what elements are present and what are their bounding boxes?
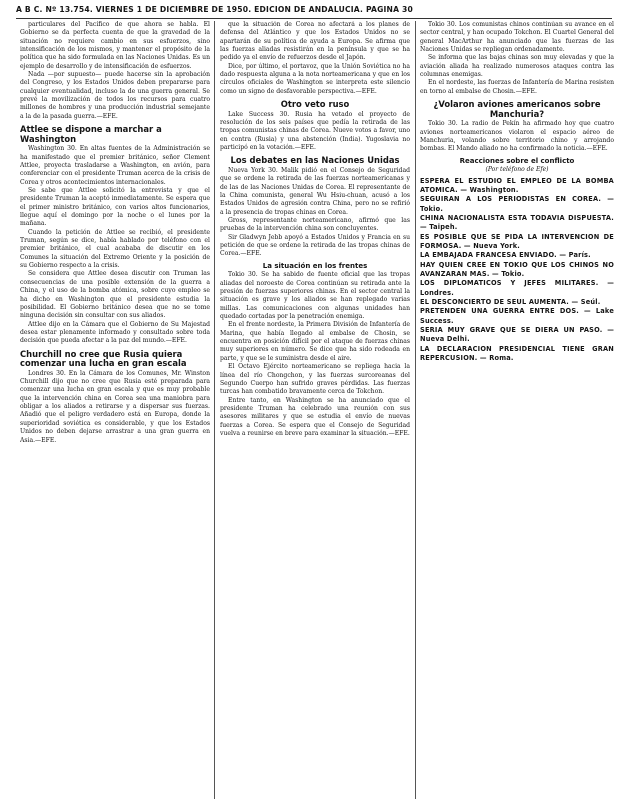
brief-item: LA EMBAJADA FRANCESA ENVIADO. — París. [420,251,591,260]
brief-item: PRETENDEN UNA GUERRA ENTRE DOS. — Lake Success. [420,307,614,325]
brief-item: LA DECLARACION PRESIDENCIAL TIENE GRAN REPERCUSION. — Roma. [420,344,614,363]
paragraph: Attlee dijo en la Cámara que el Gobierno de Su Majestad desea estar plenamente informado y consultado sobre toda decisión que pueda afectar a la paz del mundo.—EFE. [20,320,210,345]
paragraph: Tokio 30. La radio de Pekín ha afirmado hoy que cuatro aviones norteamericanos violaron el espacio aéreo de Manchuria, volando sobre territorio chino y arrojando bombas. El Mando aliado no ha confirmado la noticia.—EFE. [420,120,614,153]
brief-item: SERIA MUY GRAVE QUE SE DIERA UN PASO. — Nueva Delhi. [420,326,614,344]
brief-item: EL DESCONCIERTO DE SEUL AUMENTA. — Seúl. [420,298,601,307]
brief-item: SEGUIRAN A LOS PERIODISTAS EN COREA. — Tokio. [420,195,614,213]
paragraph: El Octavo Ejército norteamericano se repliega hacia la línea del río Chongchon, y las fuerzas surcoreanas del Segundo Cuerpo han sufrido graves pérdidas. Las fuerzas turcas han combatido bravamente cerca de Tokchon. [220,363,410,396]
paragraph: Se sabe que Attlee solicitó la entrevista y que el presidente Truman la aceptó inmediatamente. Se espera que el primer ministro británico, con varios altos funcionarios, llegue aquí el domingo por la noche o el lunes por la mañana. [20,187,210,228]
headline-otro-veto: Otro veto ruso [280,99,350,110]
paragraph: Dice, por último, el portavoz, que la Unión Soviética no ha dado respuesta alguna a la nota norteamericana y que en los círculos oficiales de Washington se interpreta este silencio como un signo de desfavorable perspectiva.—EFE. [220,62,410,95]
paragraph: Londres 30. En la Cámara de los Comunes, Mr. Winston Churchill dijo que no cree que Rusia esté preparada para comenzar una lucha en gran escala y que es muy probable que la intervención china en Corea sea una maniobra para obligar a los aliados a retirarse y a dispersar sus fuerzas. Añadió que el peligro verdadero está en Europa, donde la superioridad soviética es considerable, y que los Estados Unidos no deben dejarse arrastrar a una gran guerra en Asia.—EFE. [20,369,210,444]
paragraph: Entre tanto, en Washington se ha anunciado que el presidente Truman ha celebrado una reunión con sus asesores militares y que se estudia el envío de nuevas fuerzas a Corea. Se espera que el Consejo de Seguridad vuelva a reunirse en breve para examinar la situación.—EFE. [220,396,410,437]
paragraph: que la situación de Corea no afectará a los planes de defensa del Atlántico y que los Estados Unidos no se apartarán de su política de ayuda a Europa. Se afirma que las fuerzas aliadas resistirán en la península y que se ha pedido ya el envío de refuerzos desde el Japón. [220,21,410,62]
paragraph: Tokio 30. Se ha sabido de fuente oficial que las tropas aliadas del noroeste de Corea continúan su retirada ante la presión de fuerzas superiores chinas. En el sector central la situación es grave y los aliados se han replegado varias millas. Las comunicaciones con algunas unidades han quedado cortadas por la penetración enemiga. [220,271,410,321]
brief-item: CHINA NACIONALISTA ESTA TODAVIA DISPUESTA. — Taipeh. [420,213,614,232]
column-3 [420,21,614,803]
headline-debates: Los debates en las Naciones Unidas [230,155,400,166]
brief-item: LOS DIPLOMATICOS Y JEFES MILITARES. — Londres. [420,279,614,297]
paragraph: En el frente nordeste, la Primera División de Infantería de Marina, que había llegado al embalse de Chosin, se encuentra en posición difícil por el ataque de fuerzas chinas muy superiores en número. Se dice que ha sido rodeada en parte, y que se le suministra desde el aire. [220,321,410,362]
headline-reacciones: Reacciones sobre el conflicto [459,156,575,165]
column-1 [20,21,210,803]
brief-item: HAY QUIEN CREE EN TOKIO QUE LOS CHINOS NO AVANZARAN MAS. — Tokio. [420,260,614,279]
column-divider [415,21,416,799]
paragraph: Sir Gladwyn Jebb apoyó a Estados Unidos y Francia en su petición de que se ordene la retirada de las tropas chinas de Corea.—EFE. [220,233,410,258]
brief-item: ESPERA EL ESTUDIO EL EMPLEO DE LA BOMBA ATOMICA. — Washington. [420,176,614,194]
paragraph: Tokio 30. Los comunistas chinos continúan su avance en el sector central, y han ocupado Tokchon. El Cuartel General del general MacArthur ha anunciado que las fuerzas de las Naciones Unidas se repliegan ordenadamente. [420,21,614,54]
brief-item: ES POSIBLE QUE SE PIDA LA INTERVENCION DE FORMOSA. — Nueva York. [420,232,614,250]
paragraph: Nueva York 30. Malik pidió en el Consejo de Seguridad que se ordene la retirada de las fuerzas norteamericanas y de las de las Naciones Unidas de Corea. El representante de la China comunista, general Wu Hsiu-chuan, acusó a los Estados Unidos de agresión contra China, pero no se refirió a la presencia de tropas chinas en Corea. [220,167,410,216]
paragraph: Nada —por supuesto— puede hacerse sin la aprobación del Congreso, y los Estados Unidos deben prepararse para cualquier eventualidad, incluso la de una guerra general. Se prevé la movilización de todos los recursos para cuatro millones de hombres y una producción industrial semejante a la de la pasada guerra.—EFE. [20,71,210,120]
paragraph: En el nordeste, las fuerzas de Infantería de Marina resisten en torno al embalse de Chosin.—EFE. [420,79,614,95]
paragraph: particulares del Pacífico de que ahora se habla. El Gobierno se da perfecta cuenta de que la gravedad de la situación no requiere cambio en sus esfuerzos, sino intensificación de los mismos, y mantener el propósito de la política que ha sido formulada en las Naciones Unidas. Es un ejemplo de desarrollo y de intensificación de esfuerzos. [20,21,210,70]
headline-aviones: ¿Volaron aviones americanos sobre Manchuria? [433,99,601,119]
paragraph: Washington 30. En altas fuentes de la Administración se ha manifestado que el premier británico, señor Clement Attlee, proyecta trasladarse a Washington, en avión, para conferenciar con el presidente Truman acerca de la crisis de Corea y otros acontecimientos internacionales. [20,145,210,186]
headline-churchill: Churchill no cree que Rusia quiera comenzar una lucha en gran escala [20,348,187,369]
paragraph: Lake Success 30. Rusia ha vetado el proyecto de resolución de los seis países que pedía la retirada de las tropas comunistas chinas de Corea. Nueve votos a favor, uno en contra (Rusia) y una abstención (India). Yugoslavia no participó en la votación.—EFE. [220,110,410,152]
paragraph: Gross, representante norteamericano, afirmó que las pruebas de la intervención china son concluyentes. [220,217,410,233]
page-header: A B C. Nº 13.754. VIERNES 1 DE DICIEMBRE DE 1950. EDICION DE ANDALUCIA. PAGINA 30 [16,5,413,14]
byline: (Por teléfono de Efe) [485,166,549,174]
header-rule [16,18,612,19]
paragraph: Se informa que las bajas chinas son muy elevadas y que la aviación aliada ha realizado numerosos ataques contra las columnas enemigas. [420,54,614,79]
column-divider [214,21,215,799]
paragraph: Se considera que Attlee desea discutir con Truman las consecuencias de una posible extensión de la guerra a China, y el uso de la bomba atómica, sobre cuyo empleo se ha dicho en Washington que el presidente estudia la posibilidad. El Gobierno británico desea que no se tome ninguna decisión sin consultar con sus aliados. [20,270,210,320]
headline-attlee: Attlee se dispone a marchar a Washington [20,124,162,144]
column-2 [220,21,410,803]
headline-frentes: La situación en los frentes [262,261,368,270]
paragraph: Cuando la petición de Attlee se recibió, el presidente Truman, según se dice, había hablado por teléfono con el premier británico, el cual acababa de discutir en los Comunes la situación del Extremo Oriente y la posición de su Gobierno respecto a la crisis. [20,228,210,270]
